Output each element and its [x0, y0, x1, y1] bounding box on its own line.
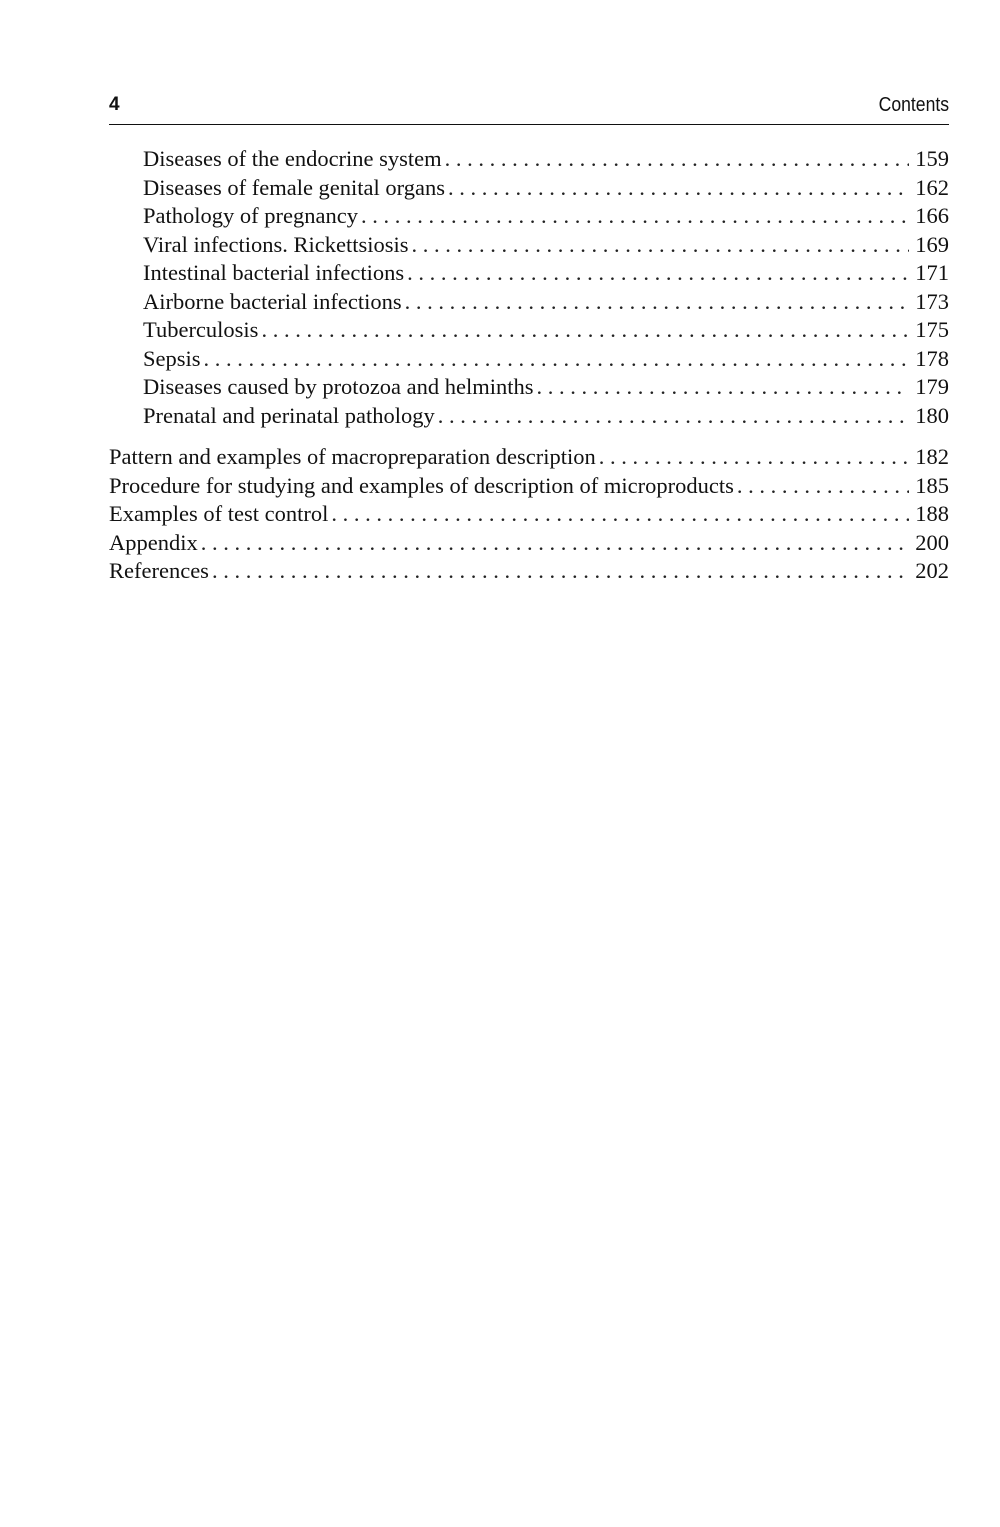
- toc-entry-page: 179: [915, 374, 949, 399]
- toc-entry-page: 171: [915, 260, 949, 285]
- dot-leader: [448, 174, 909, 203]
- toc-entry-title: Diseases caused by protozoa and helminths: [143, 373, 537, 402]
- toc-entry[interactable]: [143, 145, 949, 174]
- toc-entry[interactable]: [143, 402, 949, 431]
- dot-leader: [261, 316, 909, 345]
- toc-entry-title: Appendix: [109, 529, 201, 558]
- dot-leader: [737, 472, 909, 501]
- dot-leader: [537, 373, 909, 402]
- toc-entry-title: References: [109, 557, 212, 586]
- toc-entry[interactable]: [109, 557, 949, 586]
- toc-entry-title: Procedure for studying and examples of description of microproducts: [109, 472, 737, 501]
- toc-entry-title: Examples of test control: [109, 500, 331, 529]
- toc-entry[interactable]: [109, 529, 949, 558]
- dot-leader: [438, 402, 909, 431]
- toc-entry[interactable]: [143, 316, 949, 345]
- toc-subsection-group: [0, 145, 1000, 430]
- toc-entry-page: 182: [915, 444, 949, 469]
- toc-entry[interactable]: [143, 373, 949, 402]
- toc-main-group: [0, 443, 1000, 586]
- toc-entry-title: Airborne bacterial infections: [143, 288, 405, 317]
- toc-entry-page: 175: [915, 317, 949, 342]
- dot-leader: [412, 231, 910, 260]
- dot-leader: [599, 443, 909, 472]
- running-head: Contents: [878, 94, 949, 116]
- toc-entry-title: Prenatal and perinatal pathology: [143, 402, 438, 431]
- dot-leader: [204, 345, 909, 374]
- toc-entry-page: 166: [915, 203, 949, 228]
- dot-leader: [331, 500, 909, 529]
- toc-entry[interactable]: [109, 443, 949, 472]
- toc-entry-title: Viral infections. Rickettsiosis: [143, 231, 412, 260]
- toc-entry[interactable]: [143, 231, 949, 260]
- toc-entry[interactable]: [109, 500, 949, 529]
- toc-entry[interactable]: [143, 174, 949, 203]
- toc-entry-page: 162: [915, 174, 949, 200]
- toc-entry-title: Sepsis: [143, 345, 204, 374]
- dot-leader: [201, 529, 909, 558]
- dot-leader: [445, 145, 909, 174]
- toc-entry-page: 185: [915, 472, 949, 498]
- toc-entry-page: 159: [915, 146, 949, 171]
- toc-entry[interactable]: [143, 259, 949, 288]
- toc-entry[interactable]: [143, 202, 949, 231]
- toc-entry-title: Diseases of female genital organs: [143, 174, 448, 203]
- toc-entry-title: Pattern and examples of macropreparation description: [109, 443, 599, 472]
- toc-entry-title: Diseases of the endocrine system: [143, 145, 445, 174]
- toc-entry-title: Intestinal bacterial infections: [143, 259, 407, 288]
- table-of-contents: [0, 145, 1000, 586]
- dot-leader: [212, 557, 909, 586]
- toc-entry[interactable]: [143, 345, 949, 374]
- toc-entry-title: Pathology of pregnancy: [143, 202, 361, 231]
- toc-entry-page: 202: [915, 558, 949, 583]
- toc-entry-page: 180: [915, 402, 949, 428]
- toc-entry[interactable]: [143, 288, 949, 317]
- toc-entry-page: 200: [915, 529, 949, 555]
- toc-entry-page: 188: [915, 501, 949, 526]
- page-header: [109, 92, 949, 125]
- dot-leader: [405, 288, 909, 317]
- toc-entry-page: 173: [915, 288, 949, 314]
- toc-entry-title: Tuberculosis: [143, 316, 261, 345]
- page-number: 4: [109, 94, 120, 115]
- toc-entry-page: 169: [915, 231, 949, 257]
- dot-leader: [361, 202, 909, 231]
- dot-leader: [407, 259, 909, 288]
- toc-entry-page: 178: [915, 345, 949, 371]
- toc-entry[interactable]: [109, 472, 949, 501]
